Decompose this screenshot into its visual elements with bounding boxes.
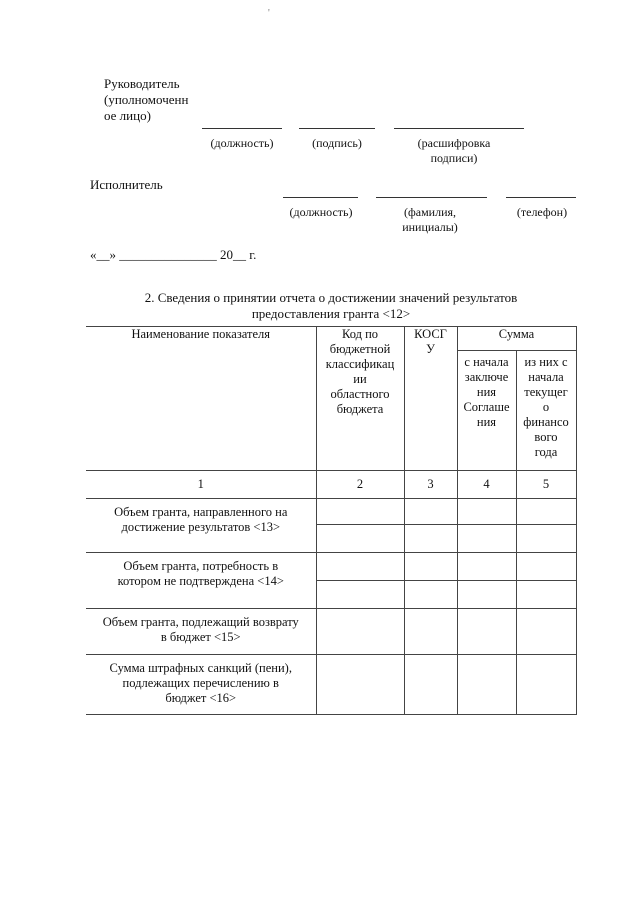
header-sum: Сумма bbox=[457, 327, 576, 351]
row-name-line: Объем гранта, потребность в bbox=[123, 559, 279, 573]
signature-caption: (подпись) bbox=[312, 136, 362, 150]
table-cell bbox=[516, 609, 576, 655]
column-number: 2 bbox=[316, 471, 404, 499]
signature-line bbox=[299, 128, 375, 129]
table-cell bbox=[404, 581, 457, 609]
page-mark: ' bbox=[268, 8, 270, 19]
grant-report-table bbox=[86, 326, 577, 715]
table-cell bbox=[516, 581, 576, 609]
row-name-line: Объем гранта, подлежащий возврату bbox=[102, 615, 299, 629]
row-name-line: достижение результатов <13> bbox=[121, 520, 280, 534]
date-line: «__» _______________ 20__ г. bbox=[90, 247, 257, 262]
phone-caption: (телефон) bbox=[516, 205, 568, 219]
table-cell bbox=[457, 499, 516, 525]
table-cell bbox=[516, 655, 576, 715]
head-label-line: (уполномоченн bbox=[104, 92, 189, 107]
section-title bbox=[86, 290, 576, 322]
header-kosgu-line: У bbox=[426, 342, 435, 356]
executor-label: Исполнитель bbox=[90, 177, 163, 192]
table-cell bbox=[404, 499, 457, 525]
position-signature-line bbox=[202, 128, 282, 129]
header-kosgu bbox=[404, 327, 457, 471]
header-from-start-line: Соглаше bbox=[463, 400, 510, 414]
section-title-line: 2. Сведения о принятии отчета о достижении значений результатов bbox=[144, 290, 518, 305]
header-from-start-line: с начала bbox=[464, 355, 509, 369]
row-name bbox=[86, 655, 316, 715]
column-number: 5 bbox=[516, 471, 576, 499]
table-cell bbox=[404, 553, 457, 581]
column-number: 3 bbox=[404, 471, 457, 499]
executor-name-caption bbox=[380, 205, 480, 235]
table-row bbox=[86, 609, 576, 655]
executor-name-caption-line: инициалы) bbox=[402, 220, 458, 234]
header-code-line: бюджета bbox=[336, 402, 384, 416]
header-code bbox=[316, 327, 404, 471]
table-cell bbox=[316, 499, 404, 525]
header-current-year bbox=[516, 351, 576, 471]
head-label bbox=[104, 76, 188, 124]
executor-position-line bbox=[283, 197, 358, 198]
executor-position-caption: (должность) bbox=[289, 205, 353, 219]
decoding-caption bbox=[394, 136, 514, 166]
header-current-year-line: вого bbox=[534, 430, 558, 444]
table-row bbox=[86, 655, 576, 715]
table-cell bbox=[404, 525, 457, 553]
table-cell bbox=[316, 581, 404, 609]
table-cell bbox=[457, 525, 516, 553]
table-cell bbox=[516, 525, 576, 553]
header-from-start-line: ния bbox=[476, 385, 497, 399]
header-code-line: Код по bbox=[341, 327, 379, 341]
header-kosgu-line: КОСГ bbox=[414, 327, 447, 341]
decoding-caption-line: подписи) bbox=[430, 151, 478, 165]
row-name bbox=[86, 553, 316, 609]
table-cell bbox=[457, 655, 516, 715]
row-name-line: Объем гранта, направленного на bbox=[114, 505, 288, 519]
table-cell bbox=[457, 581, 516, 609]
row-name bbox=[86, 499, 316, 553]
table-cell bbox=[404, 609, 457, 655]
table-cell bbox=[316, 525, 404, 553]
row-name-line: подлежащих перечислению в bbox=[122, 676, 279, 690]
decoding-caption-line: (расшифровка bbox=[417, 136, 491, 150]
table-row bbox=[86, 553, 576, 581]
column-number: 1 bbox=[86, 471, 316, 499]
header-current-year-line: финансо bbox=[523, 415, 569, 429]
table-cell bbox=[316, 655, 404, 715]
head-label-line: ое лицо) bbox=[104, 108, 151, 123]
header-current-year-line: начала bbox=[528, 370, 564, 384]
executor-name-line bbox=[376, 197, 487, 198]
row-name-line: котором не подтверждена <14> bbox=[117, 574, 284, 588]
table-cell bbox=[457, 609, 516, 655]
table-cell bbox=[316, 609, 404, 655]
decoding-signature-line bbox=[394, 128, 524, 129]
header-current-year-line: о bbox=[542, 400, 550, 414]
row-name-line: Сумма штрафных санкций (пени), bbox=[109, 661, 292, 675]
header-from-start-line: ния bbox=[476, 415, 497, 429]
header-current-year-line: из них с bbox=[524, 355, 568, 369]
row-name-line: в бюджет <15> bbox=[160, 630, 241, 644]
row-name-line: бюджет <16> bbox=[165, 691, 237, 705]
executor-phone-line bbox=[506, 197, 576, 198]
head-label-line: Руководитель bbox=[104, 76, 180, 91]
header-code-line: областного bbox=[330, 387, 390, 401]
column-number: 4 bbox=[457, 471, 516, 499]
column-number-row bbox=[86, 471, 576, 499]
header-from-start bbox=[457, 351, 516, 471]
header-code-line: классификац bbox=[325, 357, 395, 371]
header-current-year-line: года bbox=[534, 445, 558, 459]
section-title-line: предоставления гранта <12> bbox=[251, 306, 411, 321]
table-header-row bbox=[86, 327, 576, 351]
table-cell bbox=[516, 499, 576, 525]
header-code-line: ии bbox=[353, 372, 367, 386]
table-cell bbox=[316, 553, 404, 581]
header-name: Наименование показателя bbox=[86, 327, 316, 471]
position-caption: (должность) bbox=[210, 136, 274, 150]
table-cell bbox=[457, 553, 516, 581]
header-code-line: бюджетной bbox=[329, 342, 391, 356]
header-current-year-line: текущег bbox=[524, 385, 568, 399]
table-cell bbox=[516, 553, 576, 581]
table-row bbox=[86, 499, 576, 525]
table-cell bbox=[404, 655, 457, 715]
executor-name-caption-line: (фамилия, bbox=[403, 205, 457, 219]
header-from-start-line: заключе bbox=[464, 370, 509, 384]
row-name bbox=[86, 609, 316, 655]
